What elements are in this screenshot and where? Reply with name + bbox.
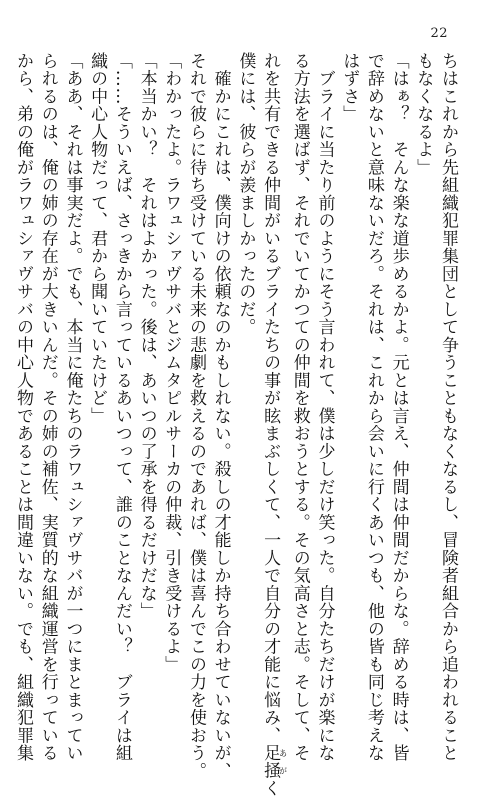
text-line: 僕には、彼らが羨ましかったのだ。	[235, 52, 256, 336]
furigana: 足掻あが	[260, 744, 288, 780]
text-line: れを共有できる仲間がいるブライたちの事が眩まぶしくて、一人で自分の才能に悩み、足掻あがく	[260, 52, 288, 798]
text-line: 「……そういえば、さっきから言っているあいつって、誰のことなんだい？ ブライは組	[111, 52, 132, 762]
text-line: それで彼らに待ち受けている未来の悲劇を救えるのであれば、僕は喜んでこの力を使おう。	[185, 52, 206, 780]
text-line: 「わかったよ。ラワュシァヴサバとジムタピルサーカの仲裁、引き受けるよ」	[161, 52, 182, 674]
text-line: 「はぁ？ そんな楽な道歩めるかよ。元とは言え、仲間は仲間だからな。辞める時は、皆	[388, 52, 409, 762]
text-line: もなくなるよ」	[413, 52, 434, 177]
text-line: で辞めないと意味ないだろ。それは、これから会いに行くあいつも、他の皆も同じ考えな	[363, 52, 384, 762]
text-line: 確かにこれは、僕向けの依頼なのかもしれない。殺しの才能しか持ち合わせていないが、	[210, 52, 231, 780]
text-line: ちはこれから先組織犯罪集団として争うこともなくなるし、冒険者組合から追われること	[438, 52, 458, 762]
text-line: られるのは、俺の姉の存在が大きいんだ。その姉の補佐、実質的な組織運営を行っている	[37, 52, 58, 762]
page-number: 22	[430, 26, 448, 41]
vertical-text-body	[13, 52, 460, 798]
text-line: 「ああ、それは事実だよ。でも、本当に俺たちのラワュシァヴサバが一つにまとまってい	[62, 52, 83, 762]
text-line: 織の中心人物だって、君から聞いていたけど」	[87, 52, 108, 425]
text-line: ブライに当たり前のようにそう言われて、僕は少しだけ笑った。自分たちだけが楽にな	[314, 52, 335, 762]
text-line: から、弟の俺がラワュシァヴサバの中心人物であることは間違いない。でも、組織犯罪集	[13, 52, 34, 762]
text-line: はずさ」	[339, 52, 360, 123]
text-line: る方法を選ばず、それでいてかつての仲間を救おうとする。その気高さと志。そして、そ	[289, 52, 310, 762]
text-line: 「本当かい？ それはよかった。後は、あいつの了承を得るだけだな」	[136, 52, 157, 620]
